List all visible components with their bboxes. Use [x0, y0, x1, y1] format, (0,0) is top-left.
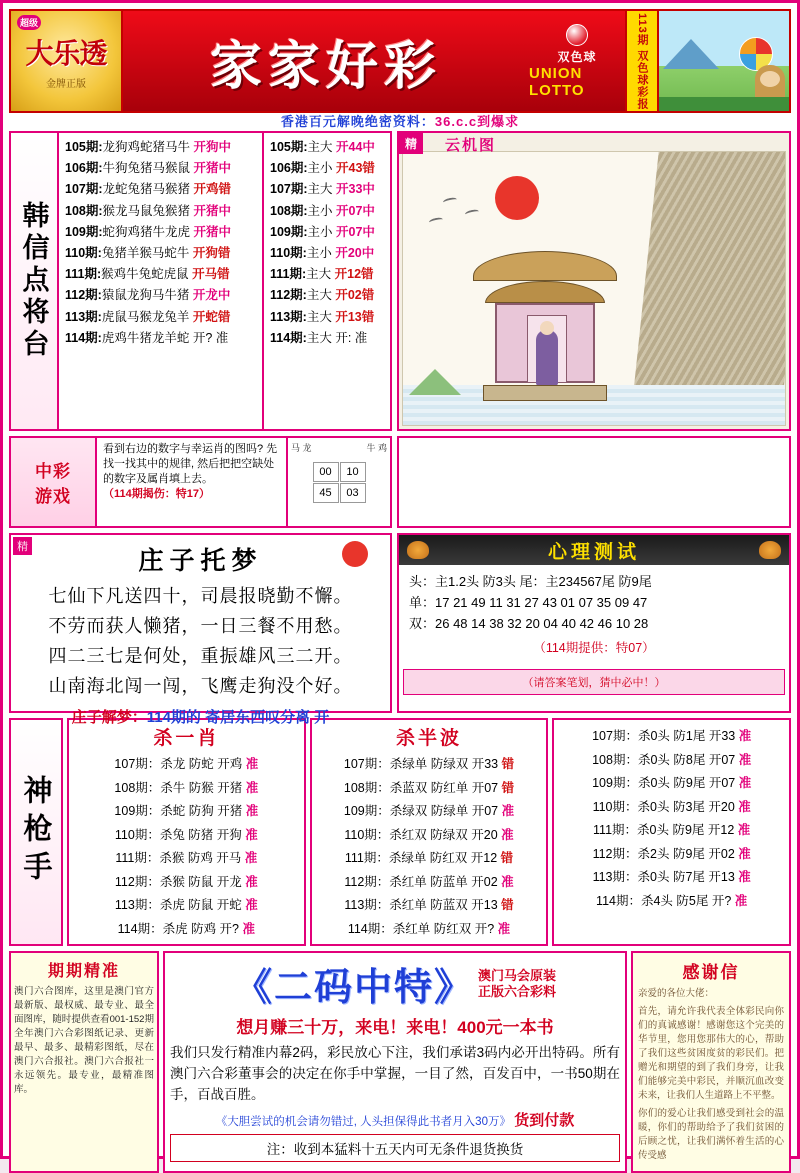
row-result: 准 [242, 921, 255, 936]
row-text: 蛇狗鸡猪牛龙虎 [102, 224, 191, 239]
xinli-header [399, 535, 789, 565]
table-row [73, 871, 300, 895]
row-result: 准 [738, 799, 751, 814]
row-text: 杀猴 防鼠 开龙 [159, 874, 242, 889]
row-issue: 110期: [65, 246, 102, 261]
pavilion-door [527, 315, 567, 383]
pavilion-body [495, 303, 595, 383]
wheel-cell: 03 [340, 483, 366, 503]
row-text: 杀4头 防5尾 开? [640, 893, 732, 908]
yunji-panel [397, 131, 791, 431]
table-row [316, 871, 543, 895]
row-issue: 106期: [65, 161, 103, 176]
row-result: 开33中 [336, 182, 375, 197]
row-text: 杀红单 防红双 开? [392, 921, 495, 936]
row-result: 开蛇错 [192, 309, 231, 324]
table-row [65, 307, 258, 328]
row-issue: 114期： [117, 921, 163, 936]
table-row [65, 285, 258, 306]
row-issue: 112期: [65, 288, 102, 303]
ad-side-labels [478, 968, 556, 1000]
row-issue: 107期： [592, 729, 638, 743]
row-text: 杀兔 防猪 开狗 [159, 827, 242, 842]
xinli-footer-note: （请答案笔划，猜中必中！） [403, 669, 785, 695]
row-issue: 108期: [270, 203, 308, 218]
thanks-title: 感谢信 [682, 963, 740, 982]
row-issue: 110期： [344, 827, 390, 842]
zhuangzi-panel [9, 533, 392, 726]
union-lotto-logo [529, 11, 625, 111]
table-row [270, 201, 387, 222]
xinli-title: 心理测试 [547, 541, 640, 563]
row-text: 主大 [306, 267, 332, 282]
row-issue: 114期: [65, 330, 102, 345]
row-result: 开? 准 [192, 330, 229, 345]
row-text: 虎鼠马猴龙兔羊 [101, 309, 190, 324]
top-section [9, 131, 791, 431]
table-row [316, 777, 543, 801]
bird-icon [443, 197, 458, 206]
wheel-left-label: 马 龙 [291, 443, 312, 453]
ad-side-line-1: 澳门马会原装 [478, 967, 557, 983]
row-text: 主大 [306, 288, 332, 303]
table-row [73, 753, 300, 777]
row-text: 杀绿双 防绿单 开07 [389, 804, 499, 818]
row-text: 主小 [306, 246, 332, 261]
row-issue: 113期: [270, 309, 307, 324]
hanxin-right-list [262, 133, 390, 429]
row-issue: 111期: [270, 267, 307, 282]
ad-title-row [170, 956, 620, 1011]
row-result: 准 [738, 752, 752, 767]
row-result: 准 [245, 827, 258, 842]
red-ball-icon [342, 541, 368, 567]
row-issue: 112期： [114, 874, 160, 889]
column-title: 杀一肖 [153, 728, 220, 749]
row-issue: 107期: [65, 182, 103, 197]
row-issue: 111期： [344, 851, 389, 865]
ad-return-policy: 注：收到本猛料十五天内可无条件退货换货 [170, 1134, 620, 1162]
row-text: 杀0头 防9尾 开12 [637, 823, 735, 837]
brand-badge: 超级 [17, 15, 41, 30]
row-text: 杀虎 防鸡 开? [162, 921, 239, 936]
xinli-panel-placeholder [397, 436, 791, 528]
page-title [123, 11, 529, 111]
kill-one-zodiac-column [67, 718, 306, 946]
issue-vertical-label: 113期 双色球彩报 [625, 11, 659, 111]
lady-figure [536, 330, 558, 386]
row-issue: 114期： [347, 921, 393, 936]
row-result: 开07中 [336, 224, 375, 239]
promo-marquee-left: 香港百元解晚绝密资料： [280, 114, 435, 129]
row-text: 主大 [307, 182, 333, 197]
row-issue: 113期： [344, 898, 390, 912]
table-row [270, 179, 387, 200]
row-text: 杀0头 防3尾 开20 [637, 799, 735, 814]
ad-note: 《大胆尝试的机会请勿错过, 人头担保得此书者月入30万》 [215, 1116, 511, 1128]
row-text: 杀猴 防鸡 开马 [159, 851, 242, 865]
table-row [316, 824, 543, 848]
row-text: 杀2头 防9尾 开02 [637, 846, 735, 861]
thanks-paragraph: 你们的爱心让我们感受到社会的温暖，你们的帮助给予了我们贫困的后顾之忧，让我们满怀着生活的心传受感 [638, 1108, 784, 1161]
promo-marquee-right: 36.c.c到爆求 [434, 114, 520, 129]
table-row [558, 819, 785, 843]
wheel-cell: 00 [313, 462, 339, 482]
thanks-letter-panel [631, 951, 791, 1173]
wheel-cell: 10 [340, 462, 366, 482]
table-row [558, 890, 785, 914]
qiqi-panel [9, 951, 159, 1173]
table-row [65, 158, 258, 179]
row-text: 杀0头 防7尾 开13 [637, 870, 735, 884]
bottom-section [9, 951, 791, 1173]
brand-name: 大乐透 [25, 39, 107, 70]
thanks-salutation: 亲爱的各位大佬： [638, 988, 715, 999]
table-row [316, 800, 543, 824]
qiqi-title: 期期精准 [47, 963, 120, 980]
row-issue: 109期: [270, 224, 308, 239]
zhongcai-logo [11, 438, 97, 526]
pavilion-illustration [481, 251, 609, 401]
row-result: 开43错 [336, 161, 375, 176]
row-issue: 108期： [592, 752, 638, 767]
xinli-line: 双：26 48 14 38 32 20 04 40 42 46 10 28 [409, 616, 649, 631]
row-result: 开: 准 [335, 330, 368, 345]
hanxin-panel [9, 131, 392, 431]
row-issue: 109期: [65, 224, 103, 239]
row-issue: 111期： [115, 851, 160, 865]
row-result: 准 [501, 804, 515, 818]
table-row [316, 847, 543, 871]
row-text: 杀绿单 防绿双 开33 [389, 757, 499, 771]
row-issue: 114期： [596, 893, 641, 908]
ad-subtitle: 想月赚三十万，来电！来电！400元一本书 [236, 1018, 554, 1037]
row-result: 准 [245, 898, 258, 912]
row-result: 开20中 [335, 246, 375, 261]
row-issue: 105期: [270, 140, 308, 154]
hill-shape [409, 369, 461, 395]
row-text: 猴龙马鼠兔猴猪 [102, 203, 191, 218]
ad-body: 我们只发行精准内幕2码，彩民放心下注，我们承诺3码内必开出特码。所有澳门六合彩董事会的决定在你手中掌握，一目了然，百发百中，一书50期在手，百战百胜。 [170, 1045, 620, 1102]
ground-strip [659, 97, 789, 111]
zhongcai-title-1: 中彩 [35, 462, 71, 481]
table-row [73, 824, 300, 848]
ad-note-row [170, 1109, 620, 1130]
page-header [9, 9, 791, 113]
row-text: 杀红双 防绿双 开20 [389, 827, 498, 842]
row-result: 错 [501, 780, 515, 795]
zhuangzi-poem [19, 583, 382, 700]
row-result: 准 [737, 823, 751, 837]
row-result: 开13错 [335, 309, 375, 324]
poem-line: 山南海北闯一闯，飞鹰走狗没个好。 [48, 676, 353, 696]
row-issue: 107期： [114, 757, 161, 771]
row-result: 准 [245, 874, 258, 889]
shenqiangshou-title-text: 神枪手 [19, 775, 52, 889]
table-row [65, 264, 258, 285]
zhongcai-wheel [286, 438, 390, 526]
table-row [73, 894, 300, 918]
page-title-text: 家家好彩 [209, 38, 442, 96]
header-illustration [659, 11, 789, 111]
row-issue: 114期: [270, 330, 307, 345]
row-text: 杀蓝双 防红单 开07 [389, 780, 499, 795]
row-result: 准 [738, 776, 752, 790]
table-row [65, 222, 258, 243]
row-issue: 110期： [592, 799, 638, 814]
table-row [73, 777, 300, 801]
zhongcai-hint: （114期揭伤：特17） [103, 488, 210, 500]
table-row [558, 796, 785, 820]
table-row [270, 328, 387, 349]
row-issue: 110期: [270, 246, 307, 261]
row-text: 主大 [307, 140, 333, 154]
row-result: 开猪中 [193, 161, 232, 176]
row-issue: 108期: [65, 203, 103, 218]
yunji-title: 云机图 [445, 138, 497, 154]
table-row [270, 222, 387, 243]
brand-tagline: 金牌正版 [46, 79, 86, 90]
zhongcai-instructions [97, 438, 286, 526]
table-row [270, 137, 387, 158]
row-result: 准 [734, 893, 748, 908]
row-issue: 109期： [343, 804, 390, 818]
row-text: 虎鸡牛猪龙羊蛇 [101, 330, 190, 345]
zhuangzi-title: 庄子托梦 [138, 548, 263, 575]
row-issue: 105期: [65, 140, 103, 154]
union-lotto-cn: 双色球 [557, 49, 597, 64]
row-text: 主小 [307, 203, 333, 218]
table-row [558, 866, 785, 890]
row-text: 杀红单 防蓝双 开13 [389, 898, 498, 912]
table-row [65, 179, 258, 200]
table-row [270, 243, 387, 264]
kill-half-wave-column [310, 718, 549, 946]
row-result: 开猪中 [193, 224, 232, 239]
bird-icon [429, 217, 444, 226]
shenqiangshou-title [9, 718, 63, 946]
row-issue: 109期： [592, 776, 638, 790]
row-text: 杀牛 防猴 开猪 [160, 780, 243, 795]
row-text: 猿鼠龙狗马牛猪 [101, 288, 190, 303]
wheel-cell: 45 [313, 483, 339, 503]
table-row [558, 843, 785, 867]
column-title: 杀半波 [396, 728, 463, 749]
row-result: 准 [245, 780, 259, 795]
sun-icon [495, 176, 539, 220]
row-issue: 111期： [593, 823, 638, 837]
row-issue: 113期： [592, 870, 638, 884]
zhuangzi-answer [19, 706, 382, 727]
table-row [73, 800, 300, 824]
row-result: 开狗中 [193, 140, 232, 154]
zhuangzi-answer-value: 114期的 寄居东西叹分离 开 [146, 709, 330, 726]
zhuangzi-tag: 精 [13, 537, 32, 555]
lottery-ball-icon [566, 24, 588, 46]
row-issue: 107期： [343, 757, 390, 771]
row-issue: 112期： [592, 846, 638, 861]
kill-head-tail-column [552, 718, 791, 946]
hanxin-left-list [59, 133, 262, 429]
row-text: 杀0头 防1尾 开33 [637, 729, 736, 743]
row-result: 错 [501, 898, 514, 912]
poem-line: 四二三七是何处，重振雄风三二开。 [48, 646, 353, 666]
row-result: 开07中 [336, 203, 375, 218]
row-text: 杀蛇 防狗 开猪 [160, 804, 243, 818]
qiqi-paragraph: 澳门六合图库，这里是澳门官方最新版、最权威、最专业、最全面图库，随时提供查看001-152期全年澳门六合彩图纸记录、更新最早、最多、最精彩图纸，尽在澳门六合报社。澳门六合报社一永远领先。最专业，最精准图库。 [14, 986, 154, 1095]
table-row [270, 158, 387, 179]
row-issue: 108期： [114, 780, 161, 795]
table-row [65, 328, 258, 349]
row-issue: 110期： [114, 827, 160, 842]
row-issue: 108期： [343, 780, 390, 795]
wheel-right-label: 牛 鸡 [366, 443, 387, 453]
table-row [316, 894, 543, 918]
shenqiangshou-section [9, 718, 791, 946]
wheel-number-grid [313, 462, 366, 503]
hanxin-title-text: 韩信点将台 [18, 201, 49, 361]
row-result: 开狗错 [192, 246, 231, 261]
row-issue: 109期： [114, 804, 161, 818]
flower-right-icon [759, 541, 781, 559]
row-issue: 111期: [65, 267, 102, 282]
row-text: 兔猪羊猴马蛇牛 [101, 246, 190, 261]
row-result: 开44中 [336, 140, 375, 154]
row-text: 龙狗鸡蛇猪马牛 [102, 140, 191, 154]
row-result: 准 [738, 846, 751, 861]
table-row [316, 753, 543, 777]
yunji-illustration [402, 151, 786, 426]
row-issue: 112期: [270, 288, 307, 303]
yunji-tag: 精 [399, 133, 423, 154]
union-lotto-en: UNION LOTTO [529, 64, 585, 99]
poem-line: 七仙下凡送四十，司晨报晓勤不懈。 [48, 586, 353, 606]
zhongcai-instruction-text: 看到右边的数字与幸运肖的图吗? 先找一找其中的规律, 然后把把空缺处的数字及属肖填上去。 [103, 443, 278, 485]
row-result: 开12错 [334, 267, 374, 282]
xinli-body [399, 565, 789, 665]
row-issue: 113期： [114, 898, 160, 912]
row-text: 杀0头 防8尾 开07 [637, 752, 736, 767]
row-text: 主小 [307, 161, 333, 176]
thanks-paragraph: 首先，请允许我代表全体彩民向你们的真诚感谢！感谢您这个完美的华节里，您用您那伟大的心，帮助了我们这些贫困度贫的彩民们。把赠光和期望的到了我们身旁，让我们能够完美中彩民，并顺沉血改变未来，让我们人生道路上不平整。 [638, 1006, 784, 1101]
row-text: 龙蛇兔猪马猴猪 [102, 182, 191, 197]
row-issue: 107期: [270, 182, 308, 197]
brand-logo [11, 11, 123, 111]
table-row [65, 137, 258, 158]
row-result: 准 [501, 874, 514, 889]
xinli-line: 单：17 21 49 11 31 27 43 01 07 35 09 47 [409, 595, 648, 610]
roof-upper [473, 251, 617, 281]
row-result: 准 [738, 729, 752, 743]
row-text: 杀绿单 防红双 开12 [388, 851, 498, 865]
mountain-shape [663, 39, 719, 69]
row-result: 开鸡错 [193, 182, 232, 197]
xinli-note: （114期提供：特07） [533, 641, 655, 655]
poem-section [9, 533, 791, 726]
table-row [558, 725, 785, 749]
promo-marquee [9, 113, 791, 131]
table-row [316, 918, 543, 942]
flower-left-icon [407, 541, 429, 559]
row-result: 错 [500, 851, 514, 865]
zhongcai-game-panel [9, 436, 392, 528]
row-result: 准 [245, 804, 259, 818]
row-result: 错 [501, 757, 515, 771]
row-text: 杀虎 防鼠 开蛇 [159, 898, 242, 912]
advertisement-panel [163, 951, 627, 1173]
poem-line: 不劳而获人懒猪，一日三餐不用愁。 [48, 616, 353, 636]
xinli-panel [397, 533, 791, 713]
row-result: 准 [501, 827, 514, 842]
xinli-line: 头：主1.2头 防3头 尾：主234567尾 防9尾 [409, 574, 652, 589]
zhongcai-title-2: 游戏 [35, 487, 71, 506]
row-result: 开猪中 [193, 203, 232, 218]
row-text: 猴鸡牛兔蛇虎鼠 [101, 267, 189, 282]
pavilion-base [483, 385, 607, 401]
bird-icon [465, 209, 480, 218]
ad-payment-label: 货到付款 [514, 1112, 575, 1129]
row-result: 开龙中 [192, 288, 231, 303]
row-text: 主大 [306, 330, 332, 345]
table-row [270, 264, 387, 285]
row-issue: 113期: [65, 309, 102, 324]
row-result: 准 [738, 870, 751, 884]
roof-lower [485, 281, 605, 303]
row-issue: 106期: [270, 161, 308, 176]
row-result: 准 [497, 921, 511, 936]
table-row [270, 307, 387, 328]
table-row [270, 285, 387, 306]
ad-side-line-2: 正版六合彩料 [478, 983, 557, 999]
row-issue: 112期： [344, 874, 390, 889]
table-row [65, 201, 258, 222]
row-text: 主大 [306, 309, 332, 324]
row-result: 准 [244, 851, 258, 865]
table-row [73, 918, 300, 942]
row-result: 开马错 [192, 267, 230, 282]
table-row [558, 772, 785, 796]
row-text: 杀龙 防蛇 开鸡 [160, 757, 243, 771]
middle-section [9, 436, 791, 528]
row-result: 开02错 [335, 288, 375, 303]
ad-title: 《二码中特》 [233, 967, 474, 1009]
table-row [73, 847, 300, 871]
row-text: 主小 [307, 224, 333, 239]
row-result: 准 [245, 757, 259, 771]
table-row [65, 243, 258, 264]
hanxin-title [11, 133, 59, 429]
table-row [558, 749, 785, 773]
zhuangzi-answer-label: 庄子解梦： [71, 709, 147, 726]
row-text: 杀红单 防蓝单 开02 [389, 874, 498, 889]
row-text: 牛狗兔猪马猴鼠 [102, 161, 191, 176]
row-text: 杀0头 防9尾 开07 [637, 776, 736, 790]
